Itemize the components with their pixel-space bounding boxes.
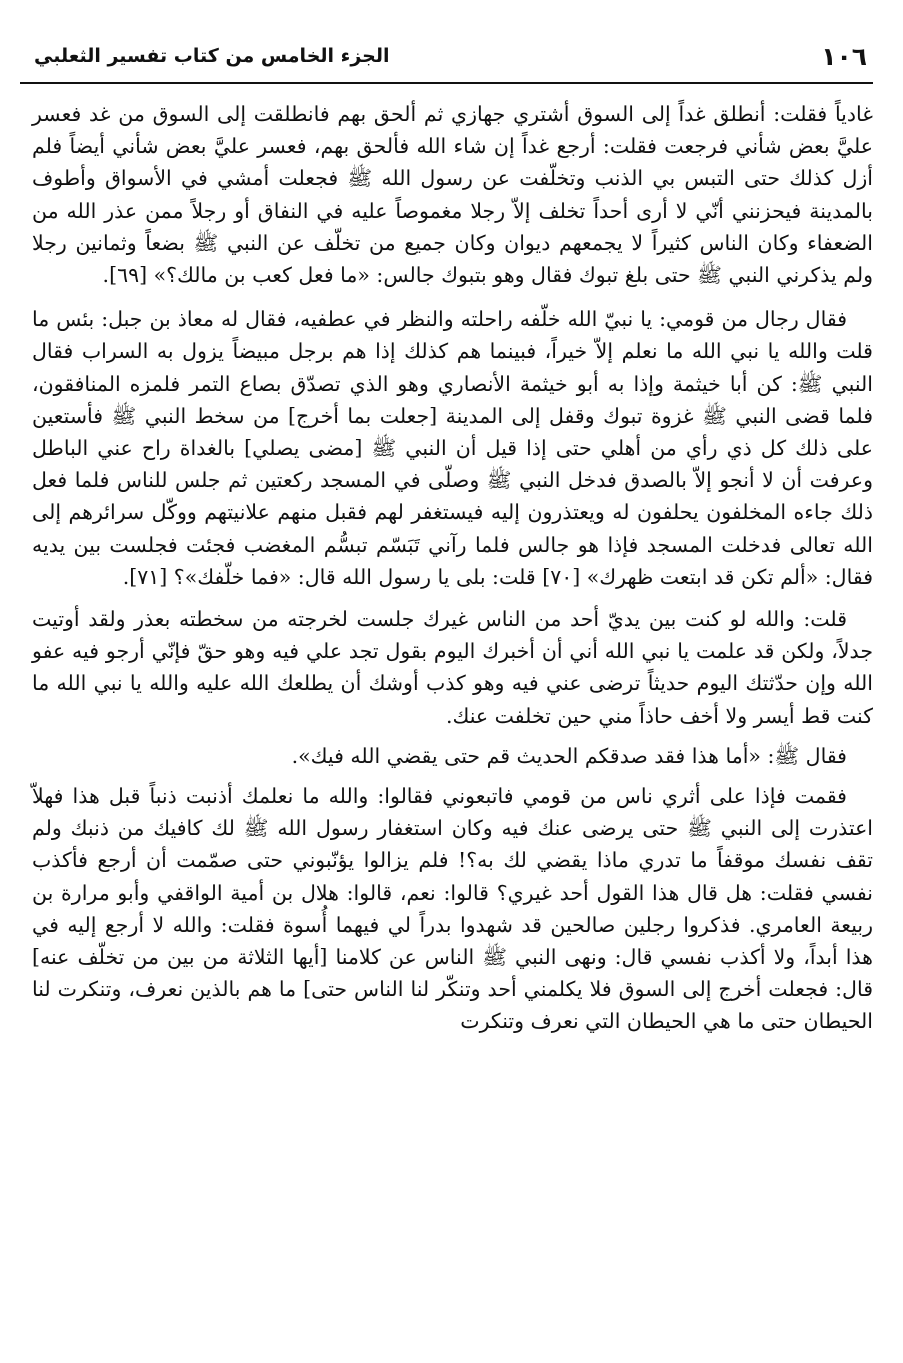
page-number: ١٠٦ <box>821 41 867 71</box>
paragraph: فقمت فإذا على أثري ناس من قومي فاتبعوني فقالوا: والله ما نعلمك أذنبت ذنباً قبل هذا فهلاّ اعتذرت إلى النبي ﷺ حتى يرضى عنك فيه وكان استغفار رسول الله ﷺ لك كافيك من ذنبك ولم تقف نفسك موقفاً ما تدري ماذا يقضي لك به؟! فلم يزالوا يؤنّبوني حتى صمّمت أن أرجع فأكذب نفسي فقلت: هل قال هذا القول أحد غيري؟ قالوا: نعم، قالوا: هلال بن أمية الواقفي وأبو مرارة بن ربيعة العامري. فذكروا رجلين صالحين قد شهدوا بدراً لي فيهما أُسوة فقلت: والله لا أرجع إليه في هذا أبداً، ولا أكذب نفسي قال: ونهى النبي ﷺ الناس عن كلامنا [أيها الثلاثة من بين من تخلّف عنه] قال: فجعلت أخرج إلى السوق فلا يكلمني أحد وتنكّر لنا الناس حتى] ما هم بالذين نعرف، وتنكرت لنا الحيطان حتى ما هي الحيطان التي نعرف وتنكرت <box>32 784 873 1034</box>
running-header <box>24 34 867 78</box>
paragraph: فقال ﷺ: «أما هذا فقد صدقكم الحديث قم حتى يقضي الله فيك». <box>291 743 847 768</box>
paragraph: فقال رجال من قومي: يا نبيّ الله خلّفه راحلته والنظر في عطفيه، فقال له معاذ بن جبل: بئس ما قلت والله يا نبي الله ما نعلم إلاّ خيراً، فبينما هم كذلك إذا هم برجل مبيضاً يزول به السراب فقال النبي ﷺ: كن أبا خيثمة وإذا به أبو خيثمة الأنصاري وهو الذي تصدّق بصاع التمر فلمزه المنافقون، فلما قضى النبي ﷺ غزوة تبوك وقفل إلى المدينة [جعلت بما أخرج] من سخط النبي ﷺ فأستعين على ذلك كل ذي رأي من أهلي حتى إذا قيل أن النبي ﷺ [مضى يصلي] بالغداة راح عني الباطل وعرفت أن لا أنجو إلاّ بالصدق فدخل النبي ﷺ وصلّى في المسجد ركعتين ثم جلس للناس فلما فعل ذلك جاءه المخلفون يحلفون له ويعتذرون إليه فيستغفر لهم فقبل منهم علانيتهم ووكّل سرائرهم إلى الله تعالى فدخلت المسجد فإذا هو جالس فلما رآني تَبَسّم تبسُّم المغضب فجئت فجلست بين يديه فقال: «ألم تكن قد ابتعت ظهرك» [٧٠] قلت: بلى يا رسول الله قال: «فما خلّفك»؟ [٧١]. <box>32 307 873 589</box>
header-title: الجزء الخامس من كتاب تفسير الثعلبي <box>34 45 390 67</box>
paragraph: غادياً فقلت: أنطلق غداً إلى السوق أشتري جهازي ثم ألحق بهم فانطلقت إلى السوق من غد فعسر عليَّ بعض شأني فرجعت فقلت: أرجع غداً إن شاء الله فألحق بهم، فعسر عليَّ بعض شأني أيضاً فلم أزل كذلك حتى التبس بي الذنب وتخلّفت عن رسول الله ﷺ فجعلت أمشي في الأسواق وأطوف بالمدينة فيحزنني أنّي لا أرى أحداً تخلف إلاّ رجلا مغموصاً عليه في النفاق أو رجلاً ممن عذر الله من الضعفاء وكان الناس كثيراً لا يجمعهم ديوان وكان جميع من تخلّف عن النبي ﷺ بضعاً وثمانين رجلا ولم يذكرني النبي ﷺ حتى بلغ تبوك فقال وهو بتبوك جالس: «ما فعل كعب بن مالك؟» [٦٩]. <box>32 102 873 288</box>
paragraph: قلت: والله لو كنت بين يديّ أحد من الناس غيرك جلست لخرجته من سخطته بعذر ولقد أوتيت جدلاً، ولكن قد علمت يا نبي الله أني أن أخبرك اليوم بقول تجد علي فيه وهو حقّ فإنّي أرجو فيه عفو الله وإن حدّثتك اليوم حديثاً ترضى عني فيه وهو كذب أوشك أن يطلعك الله عليه والله يا نبي الله ما كنت قط أيسر ولا أخف حاذاً مني حين تخلفت عنك. <box>32 607 873 728</box>
header-rule <box>20 82 873 84</box>
body-text <box>32 98 873 1048</box>
